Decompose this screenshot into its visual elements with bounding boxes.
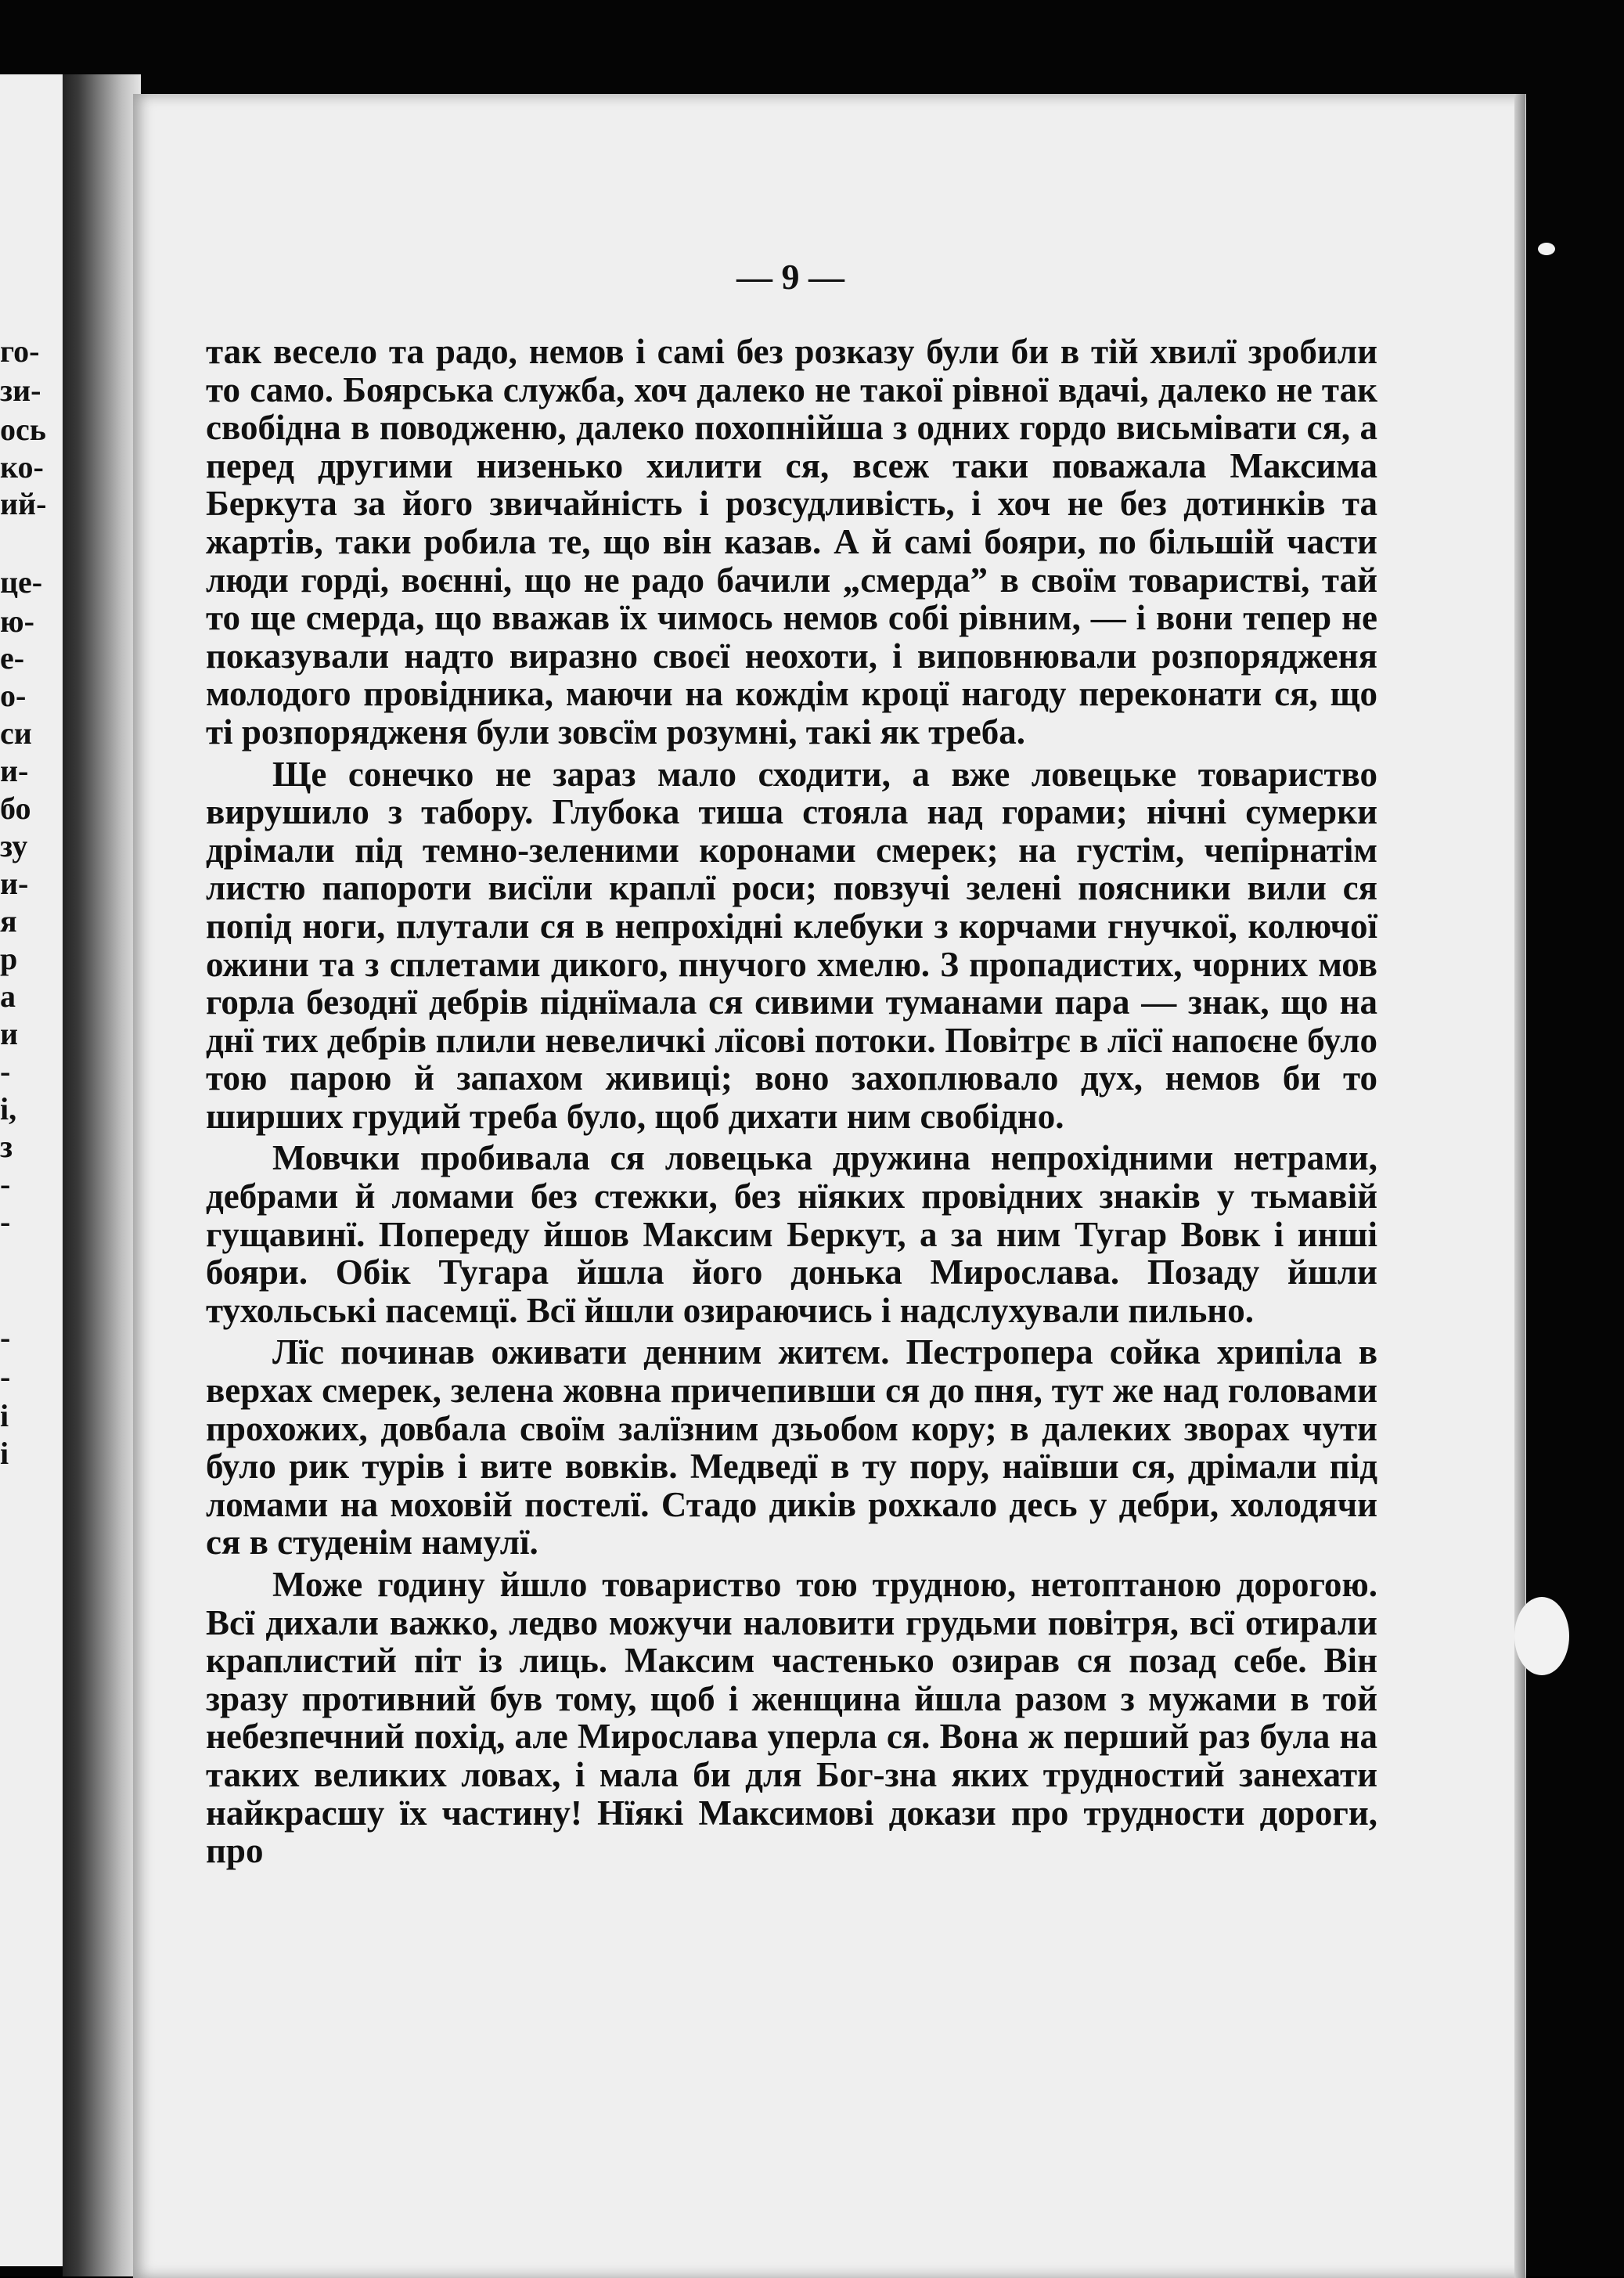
left-fragment: и-	[0, 866, 29, 901]
left-fragment: зи-	[0, 373, 41, 408]
left-fragment: -	[0, 1054, 11, 1089]
left-fragment: це-	[0, 564, 43, 600]
left-fragment: ко-	[0, 449, 44, 485]
paper-speck	[1538, 243, 1555, 255]
left-fragment: и-	[0, 753, 29, 788]
paragraph: Мовчки пробивала ся ловецька дружина непрохідними нетрами, дебрами й ломами без стежки, без нїяких провідних знаків у тьмавій гущавинї. Попереду йшов Максим Беркут, а за ним Тугар Вовк і инші бояри. Обік Тугара йшла його донька Мирослава. Позаду йшли тухольські пасемцї. Всї йшли озираючись і надслухували пильно.	[206, 1138, 1377, 1330]
left-fragment: а	[0, 979, 16, 1014]
left-fragment: і	[0, 1436, 9, 1471]
left-fragment: и	[0, 1016, 19, 1051]
left-fragment: -	[0, 1359, 11, 1394]
page-number: — 9 —	[736, 257, 844, 297]
left-fragment: і,	[0, 1091, 17, 1126]
left-fragment: ось	[0, 412, 46, 447]
left-fragment: бо	[0, 791, 31, 826]
page-body	[206, 333, 1377, 1874]
paragraph: Лїс починав оживати денним житєм. Пестропера сойка хрипіла в верхах смерек, зелена жовна причепивши ся до пня, тут же над головами прохожих, довбала своїм залїзним дзьобом кору; в далеких зворах чути було рик турів і вите вовків. Медведї в ту пору, наївши ся, дрімали під ломами на моховій постелї. Стадо диків рохкало десь у дебри, холодячи ся в студенім намулї.	[206, 1332, 1377, 1563]
paragraph: Може годину йшло товариство тою трудною, нетоптаною дорогою. Всї дихали важко, ледво можучи наловити грудьми повітря, всї отирали краплистий піт із лиць. Максим частенько озирав ся позад себе. Він зразу противний був тому, щоб і женщина йшла разом з мужами в той небезпечний похід, але Мирослава уперла ся. Вона ж перший раз була на таких великих ловах, і мала би для Бог-зна яких трудностий занехати найкрасшу їх частину! Нїякі Максимові докази про трудности дороги, про	[206, 1565, 1377, 1871]
left-fragment: ю-	[0, 604, 34, 639]
paper-speck	[1514, 1597, 1569, 1675]
left-fragment: з	[0, 1129, 13, 1164]
left-fragment: -	[0, 1204, 11, 1239]
page-edge	[1514, 94, 1525, 2278]
left-fragment: -	[0, 1320, 11, 1355]
paragraph: так весело та радо, немов і самі без розказу були би в тій хвилї зробили то само. Боярська служба, хоч далеко не такої рівної вдачі, далеко не так свобідна в поводженю, далеко похопнійша з одних гордо висьмівати ся, а перед другими низенько хилити ся, всеж таки поважала Максима Беркута за його звичайність і розсудливість, і хоч не без дотинків та жартів, таки робила те, що він казав. А й самі бояри, по більшій части люди горді, воєнні, що не радо бачили „смерда” в своїм товаристві, тай то ще смерда, що вважав їх чимось немов собі рівним, — і вони тепер не показували надто виразно своєї неохоти, і виповнювали розпорядженя молодого провідника, маючи на кождім кроцї нагоду переконати ся, що ті розпорядженя були зовсїм розумні, такі як треба.	[206, 332, 1377, 752]
left-fragment: -	[0, 1166, 11, 1202]
paragraph: Ще сонечко не зараз мало сходити, а вже ловецьке товариство вирушило з табору. Глубока тиша стояла над горами; нічні сумерки дрімали під темно-зеленими коронами смерек; на густім, чепірнатім листю папороти висїли краплї роси; повзучі зелені поясники вили ся попід ноги, плутали ся в непрохідні клебуки з корчами гнучкої, колючої ожини та з сплетами дикого, пнучого хмелю. З пропадистих, чорних мов горла безоднї дебрів піднїмала ся сивими туманами пара — знак, що на днї тих дебрів плили невеличкі лїсові потоки. Повітрє в лїсї напоєне було тою парою й запахом живиці; воно захоплювало дух, немов би то ширших грудий треба було, щоб дихати ним свобідно.	[206, 754, 1377, 1136]
left-fragment: е-	[0, 640, 25, 676]
left-fragment: зу	[0, 828, 28, 863]
left-fragment: я	[0, 903, 17, 939]
left-fragment: р	[0, 941, 18, 976]
left-fragment: і	[0, 1398, 9, 1433]
left-fragment: си	[0, 715, 32, 751]
left-fragment: о-	[0, 678, 27, 713]
book-gutter	[63, 74, 141, 2276]
left-fragment: ий-	[0, 486, 47, 521]
left-fragment: го-	[0, 333, 40, 369]
